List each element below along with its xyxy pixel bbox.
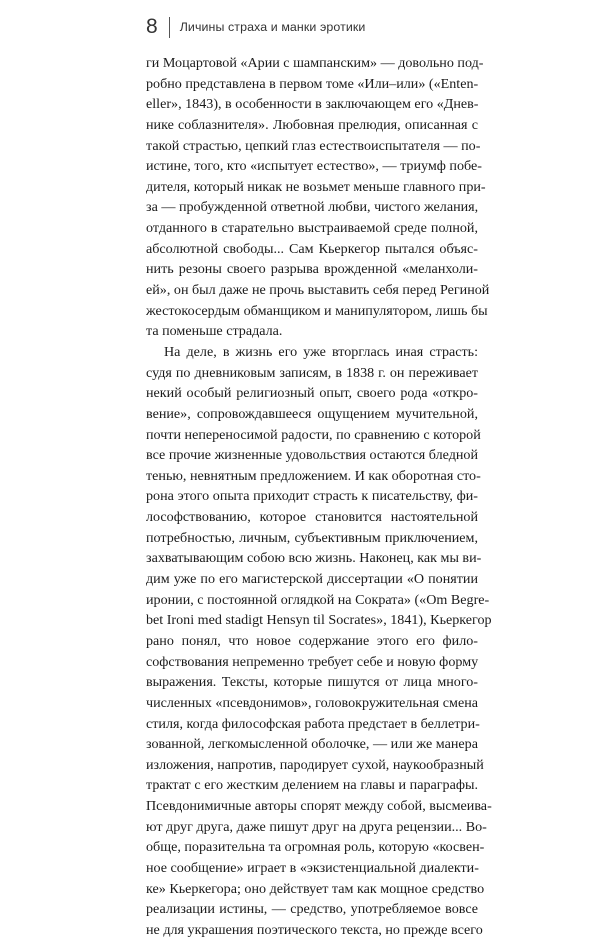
- text-line: дим уже по его магистерской диссертации «О понятии: [146, 571, 478, 588]
- text-line: некий особый религиозный опыт, своего рода «откро-: [146, 385, 478, 402]
- text-line: та поменьше страдала.: [146, 323, 283, 340]
- running-title: Личины страха и манки эротики: [179, 20, 366, 34]
- page-number: 8: [146, 15, 158, 38]
- text-line: не для украшения поэтического текста, но прежде всего: [146, 921, 483, 938]
- text-line: нике соблазнителя». Любовная прелюдия, описанная с: [146, 116, 478, 133]
- running-head: [146, 14, 365, 40]
- text-line: численных «псевдонимов», головокружительная смена: [146, 694, 478, 711]
- text-line: рано понял, что новое содержание этого его фило-: [146, 632, 478, 649]
- text-line: захватывающим собою всю жизнь. Наконец, как мы ви-: [146, 550, 482, 567]
- text-line: судя по дневниковым записям, в 1838 г. он переживает: [146, 364, 478, 381]
- text-line: почти непереносимой радости, по сравнению с которой: [146, 426, 481, 443]
- text-line: потребностью, личным, субъективным приключением,: [146, 529, 478, 546]
- text-line: eller», 1843), в особенности в заключающем его «Днев-: [146, 96, 479, 113]
- body-text: [146, 53, 492, 941]
- text-line: bet Ironi med stadigt Hensyn til Socrates», 1841), Кьеркегор: [146, 612, 492, 629]
- text-line: изложения, напротив, пародирует сухой, наукообразный: [146, 756, 484, 773]
- text-line: дителя, который никак не возьмет меньше главного при-: [146, 178, 486, 195]
- text-line: робно представлена в первом томе «Или–или» («Enten-: [146, 75, 479, 92]
- text-line: ное сообщение» играет в «экзистенциальной диалекти-: [146, 859, 479, 876]
- text-line: На деле, в жизнь его уже вторглась иная страсть:: [164, 343, 478, 360]
- text-line: зованной, легкомысленной оболочке, — или же манера: [146, 736, 478, 753]
- text-line: софствования непременно требует себе и новую форму: [146, 653, 479, 670]
- text-line: ют друг друга, даже пишут друг на друга рецензии... Во-: [146, 818, 487, 835]
- header-divider: [169, 17, 170, 38]
- text-line: жестокосердым обманщиком и манипулятором, лишь бы: [146, 302, 488, 319]
- text-line: абсолютной свободы... Сам Кьеркегор пытался объяс-: [146, 240, 478, 257]
- paragraph: [146, 342, 492, 941]
- text-line: все прочие жизненные удовольствия остаются бледной: [146, 447, 478, 464]
- text-line: отданного в старательно выстраиваемой среде полной,: [146, 220, 478, 237]
- text-line: такой страстью, цепкий глаз естествоиспытателя — по-: [146, 137, 481, 154]
- text-line: нить резоны своего разрыва врожденной «меланхоли-: [146, 261, 478, 278]
- text-line: стиля, когда философская работа предстает в беллетри-: [146, 715, 480, 732]
- text-line: вение», сопровождавшееся ощущением мучительной,: [146, 405, 478, 422]
- text-line: ке» Кьеркегора; оно действует там как мощное средство: [146, 880, 485, 897]
- text-line: трактат с его жестким делением на главы и параграфы.: [146, 777, 478, 794]
- text-line: Псевдонимичные авторы спорят между собой, высмеива-: [146, 798, 492, 815]
- text-line: выражения. Тексты, которые пишутся от лица много-: [146, 674, 478, 691]
- text-line: обще, поразительна та огромная роль, которую «косвен-: [146, 839, 485, 856]
- paragraph: [146, 53, 490, 342]
- text-line: тенью, невнятным предложением. И как оборотная сто-: [146, 467, 481, 484]
- text-line: истине, того, кто «испытует естество», — триумф побе-: [146, 158, 482, 175]
- text-line: рона этого опыта приходит страсть к писательству, фи-: [146, 488, 478, 505]
- text-line: за — пробужденной ответной любви, чистого желания,: [146, 199, 479, 216]
- text-line: реализации истины, — средство, употребляемое вовсе: [146, 901, 478, 918]
- text-line: иронии, с постоянной оглядкой на Сократа» («Om Begre-: [146, 591, 490, 608]
- text-line: ги Моцартовой «Арии с шампанским» — довольно под-: [146, 55, 484, 71]
- text-line: лософствованию, которое становится настоятельной: [146, 509, 478, 526]
- text-line: ей», он был даже не прочь выставить себя перед Региной: [146, 282, 490, 299]
